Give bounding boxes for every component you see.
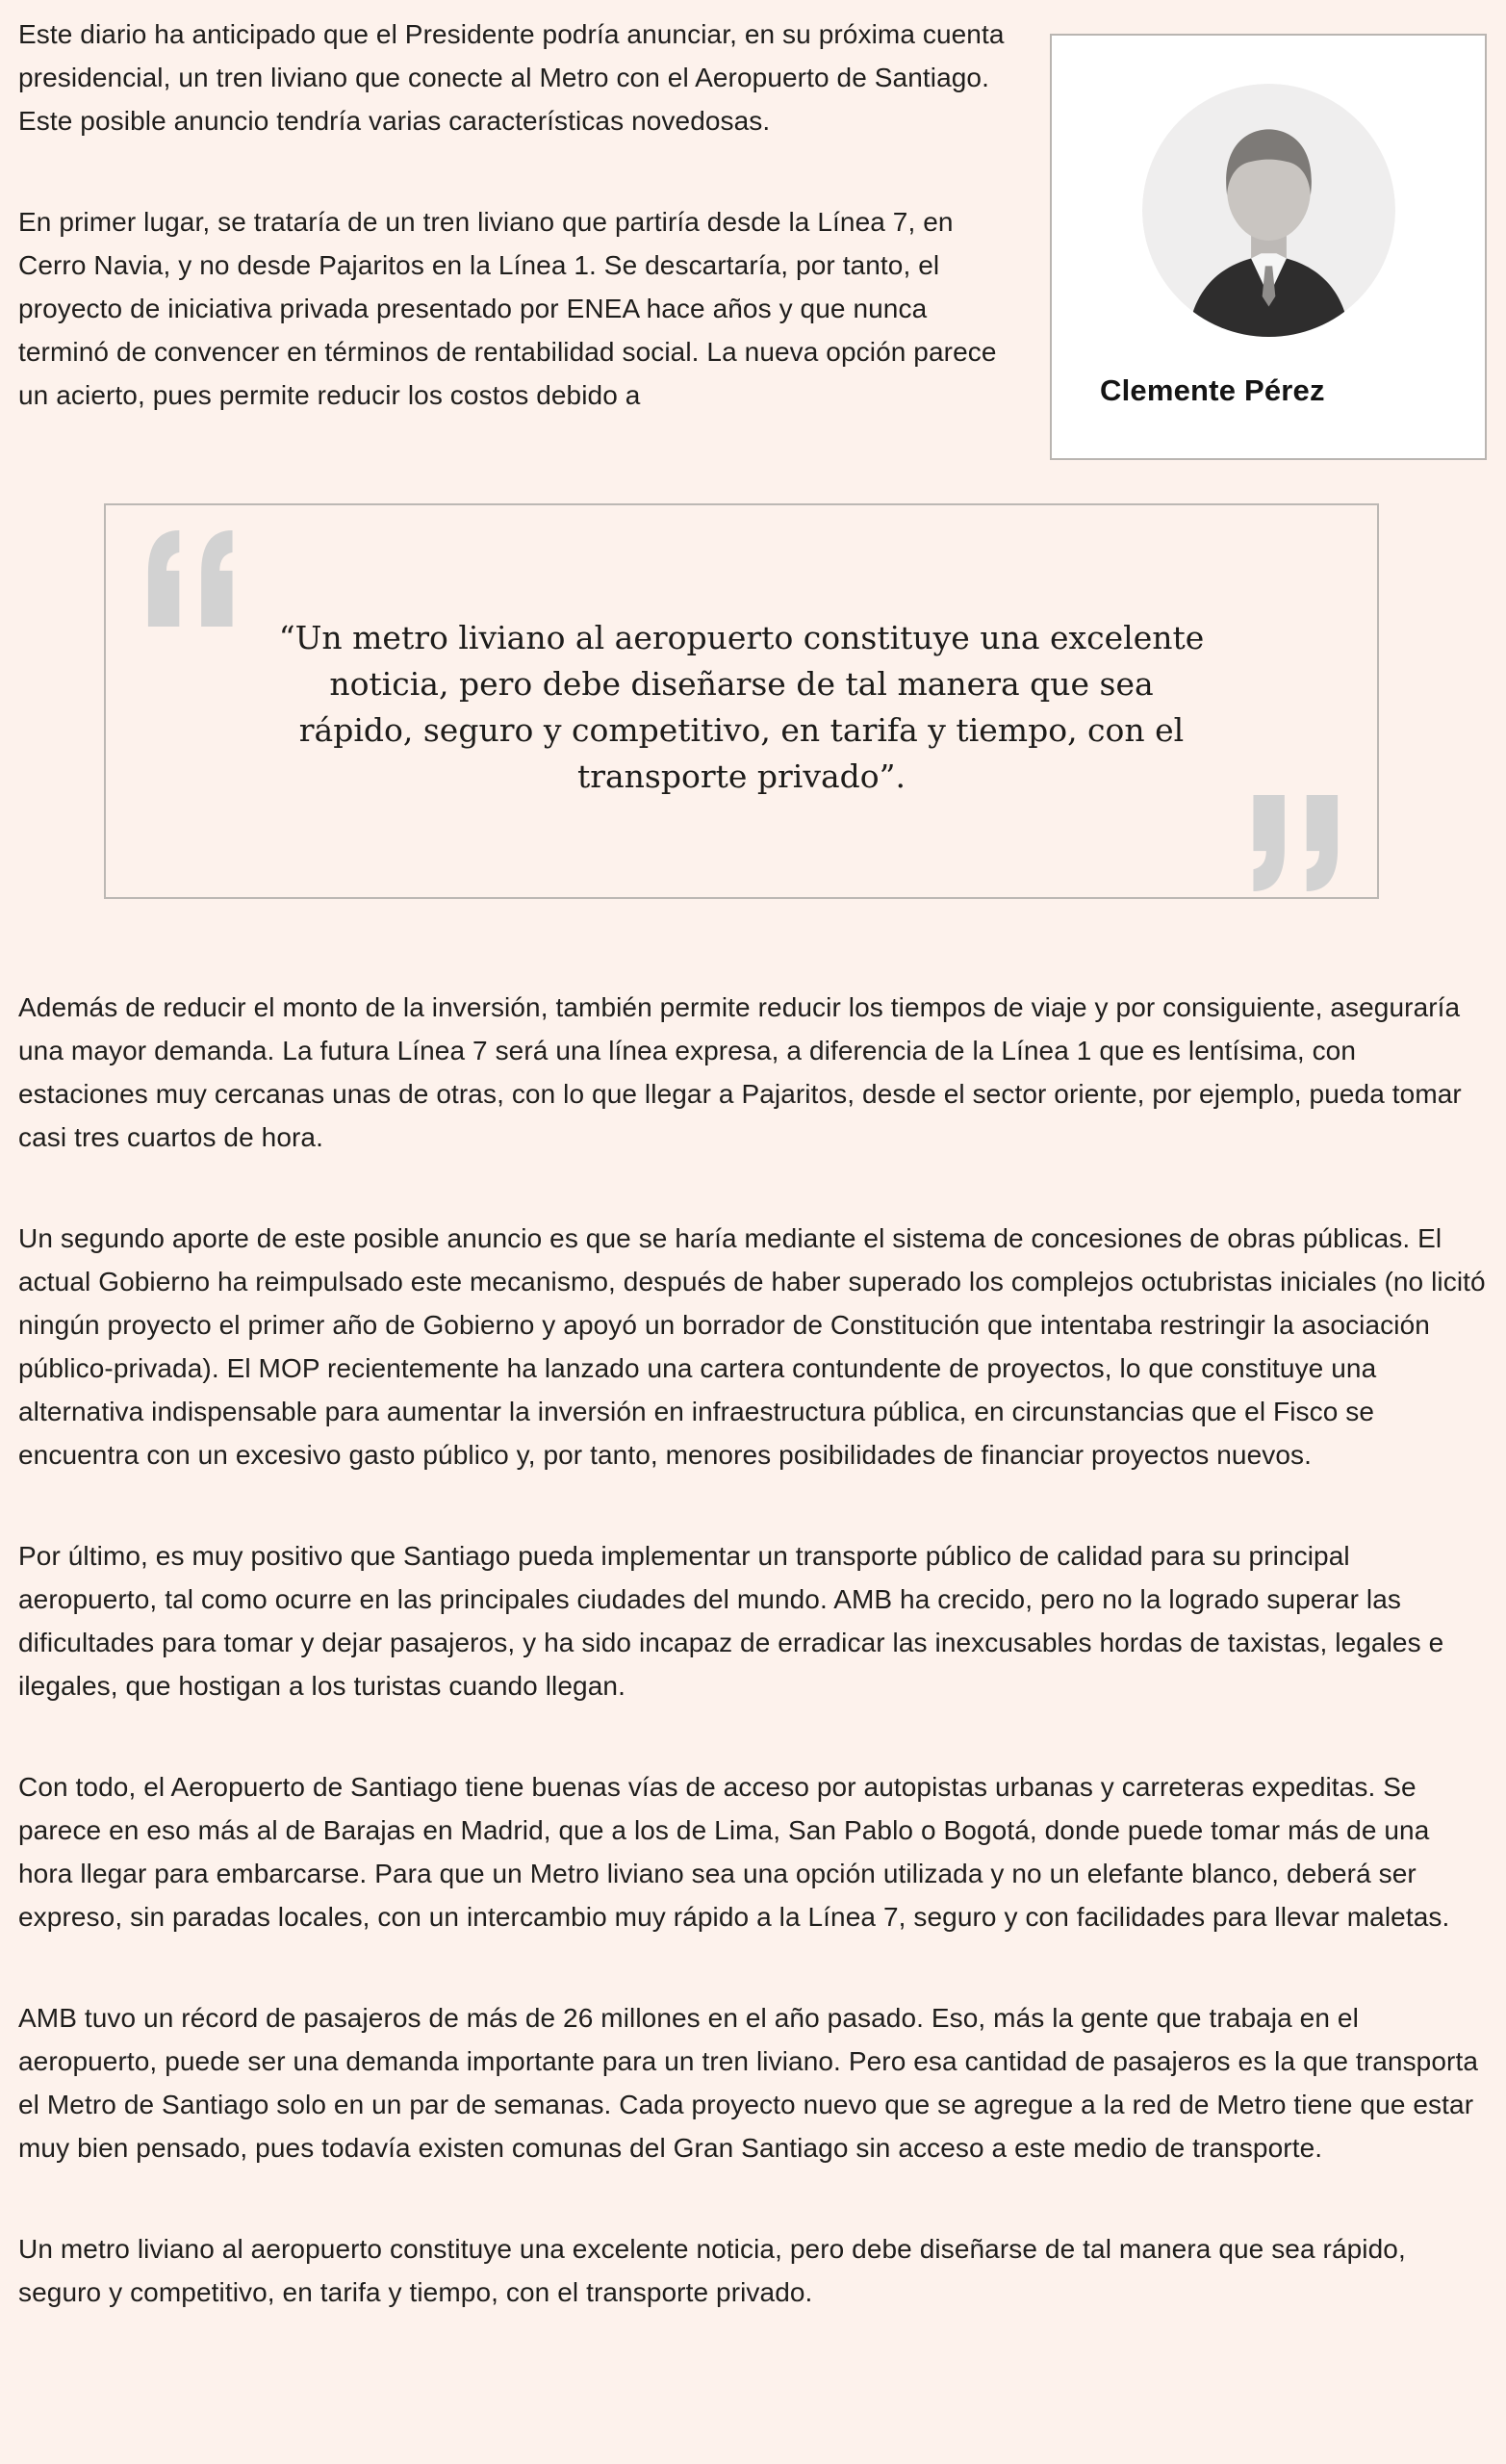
pull-quote	[104, 503, 1379, 899]
author-card	[1050, 34, 1487, 460]
author-avatar	[1142, 84, 1395, 337]
intro-paragraph: Este diario ha anticipado que el Presidente podría anunciar, en su próxima cuenta presidencial, un tren liviano que conecte al Metro con el Aeropuerto de Santiago. Este posible anuncio tendría varias características novedosas.	[18, 19, 1005, 136]
body-paragraph: Un segundo aporte de este posible anuncio es que se haría mediante el sistema de concesiones de obras públicas. El actual Gobierno ha reimpulsado este mecanismo, después de haber superado los complejos octubristas iniciales (no licitó ningún proyecto el primer año de Gobierno y apoyó un borrador de Constitución que intentaba restringir la asociación público-privada). El MOP recientemente ha lanzado una cartera contundente de proyectos, lo que constituye una alternativa indispensable para aumentar la inversión en infraestructura pública, en circunstancias que el Fisco se encuentra con un excesivo gasto público y, por tanto, menores posibilidades de financiar proyectos nuevos.	[18, 1223, 1486, 1470]
body-paragraph: AMB tuvo un récord de pasajeros de más de 26 millones en el año pasado. Eso, más la gente que trabaja en el aeropuerto, puede ser una demanda importante para un tren liviano. Pero esa cantidad de pasajeros es la que transporta el Metro de Santiago solo en un par de semanas. Cada proyecto nuevo que se agregue a la red de Metro tiene que estar muy bien pensado, pues todavía existen comunas del Gran Santiago sin acceso a este medio de transporte.	[18, 2003, 1479, 2163]
intro-paragraph: En primer lugar, se trataría de un tren liviano que partiría desde la Línea 7, en Cerro Navia, y no desde Pajaritos en la Línea 1. Se descartaría, por tanto, el proyecto de iniciativa privada presentado por ENEA hace años y que nunca terminó de convencer en términos de rentabilidad social. La nueva opción parece un acierto, pues permite reducir los costos debido a	[18, 207, 997, 410]
open-quote-icon	[136, 530, 234, 627]
portrait-photo-icon	[1142, 84, 1395, 337]
body-paragraph: Un metro liviano al aeropuerto constituye una excelente noticia, pero debe diseñarse de tal manera que sea rápido, seguro y competitivo, en tarifa y tiempo, con el transporte privado.	[18, 2234, 1406, 2307]
intro-column	[18, 13, 1025, 417]
close-quote-icon	[1252, 795, 1350, 891]
article-body	[18, 986, 1487, 2314]
intro-section	[18, 13, 1487, 460]
author-name: Clemente Pérez	[1100, 373, 1325, 407]
body-paragraph: Con todo, el Aeropuerto de Santiago tiene buenas vías de acceso por autopistas urbanas y carreteras expeditas. Se parece en eso más al de Barajas en Madrid, que a los de Lima, San Pablo o Bogotá, donde puede tomar más de una hora llegar para embarcarse. Para que un Metro liviano sea una opción utilizada y no un elefante blanco, deberá ser expreso, sin paradas locales, con un intercambio muy rápido a la Línea 7, seguro y con facilidades para llevar maletas.	[18, 1772, 1450, 1932]
pull-quote-text: “Un metro liviano al aeropuerto constituye una excelente noticia, pero debe diseñarse de tal manera que sea rápido, seguro y competitivo, en tarifa y tiempo, con el transporte privado”.	[278, 619, 1205, 795]
body-paragraph: Además de reducir el monto de la inversión, también permite reducir los tiempos de viaje y por consiguiente, aseguraría una mayor demanda. La futura Línea 7 será una línea expresa, a diferencia de la Línea 1 que es lentísima, con estaciones muy cercanas unas de otras, con lo que llegar a Pajaritos, desde el sector oriente, por ejemplo, pueda tomar casi tres cuartos de hora.	[18, 992, 1462, 1152]
body-paragraph: Por último, es muy positivo que Santiago pueda implementar un transporte público de calidad para su principal aeropuerto, tal como ocurre en las principales ciudades del mundo. AMB ha crecido, pero no la logrado superar las dificultades para tomar y dejar pasajeros, y ha sido incapaz de erradicar las inexcusables hordas de taxistas, legales e ilegales, que hostigan a los turistas cuando llegan.	[18, 1541, 1444, 1701]
